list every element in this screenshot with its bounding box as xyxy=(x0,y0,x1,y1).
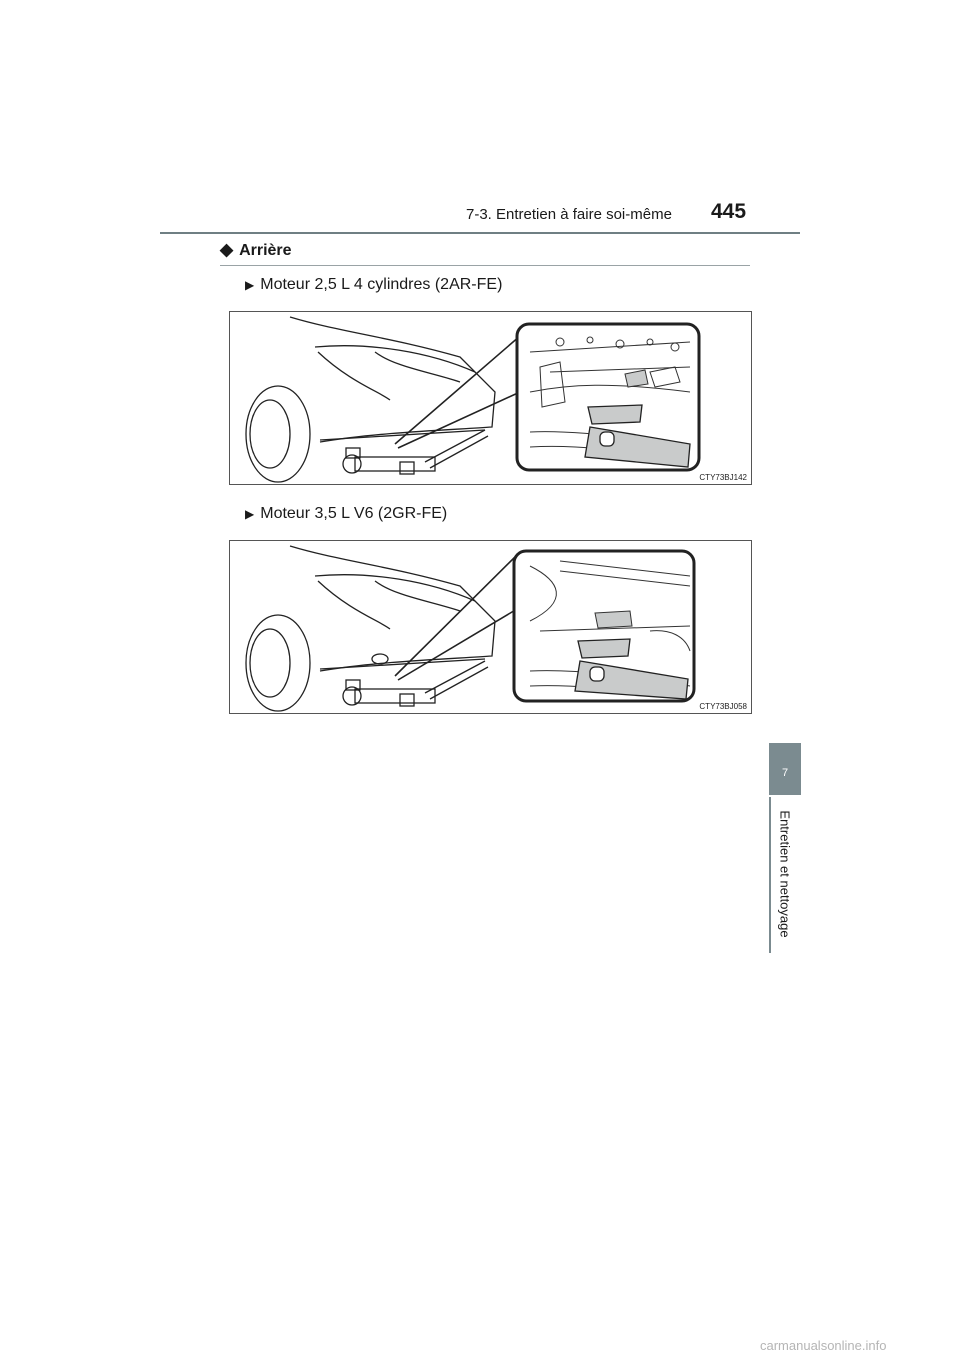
triangle-right-icon: ▶ xyxy=(245,507,255,521)
variant-label-text: Moteur 2,5 L 4 cylindres (2AR-FE) xyxy=(260,276,503,293)
variant-label-2ar-fe xyxy=(245,276,502,294)
variant-label-2gr-fe xyxy=(245,505,447,523)
running-header-title: 7-3. Entretien à faire soi-même xyxy=(466,206,672,223)
jack-point-illustration xyxy=(230,312,751,484)
chapter-number: 7 xyxy=(781,767,789,779)
chapter-label: Entretien et nettoyage xyxy=(777,810,793,938)
figure-jack-point-2ar-fe xyxy=(229,311,752,485)
figure-jack-point-2gr-fe xyxy=(229,540,752,714)
triangle-right-icon: ▶ xyxy=(245,278,255,292)
figure-code: CTY73BJ142 xyxy=(699,473,747,482)
header-rule xyxy=(160,232,800,234)
figure-code: CTY73BJ058 xyxy=(699,702,747,711)
page-number: 445 xyxy=(711,200,747,223)
watermark: carmanualsonline.info xyxy=(760,1338,887,1353)
diamond-icon: ◆ xyxy=(220,240,234,259)
section-heading-text: Arrière xyxy=(239,242,292,259)
jack-point-illustration xyxy=(230,541,751,713)
variant-label-text: Moteur 3,5 L V6 (2GR-FE) xyxy=(260,505,448,522)
section-heading xyxy=(220,240,292,260)
section-rule xyxy=(220,265,750,266)
